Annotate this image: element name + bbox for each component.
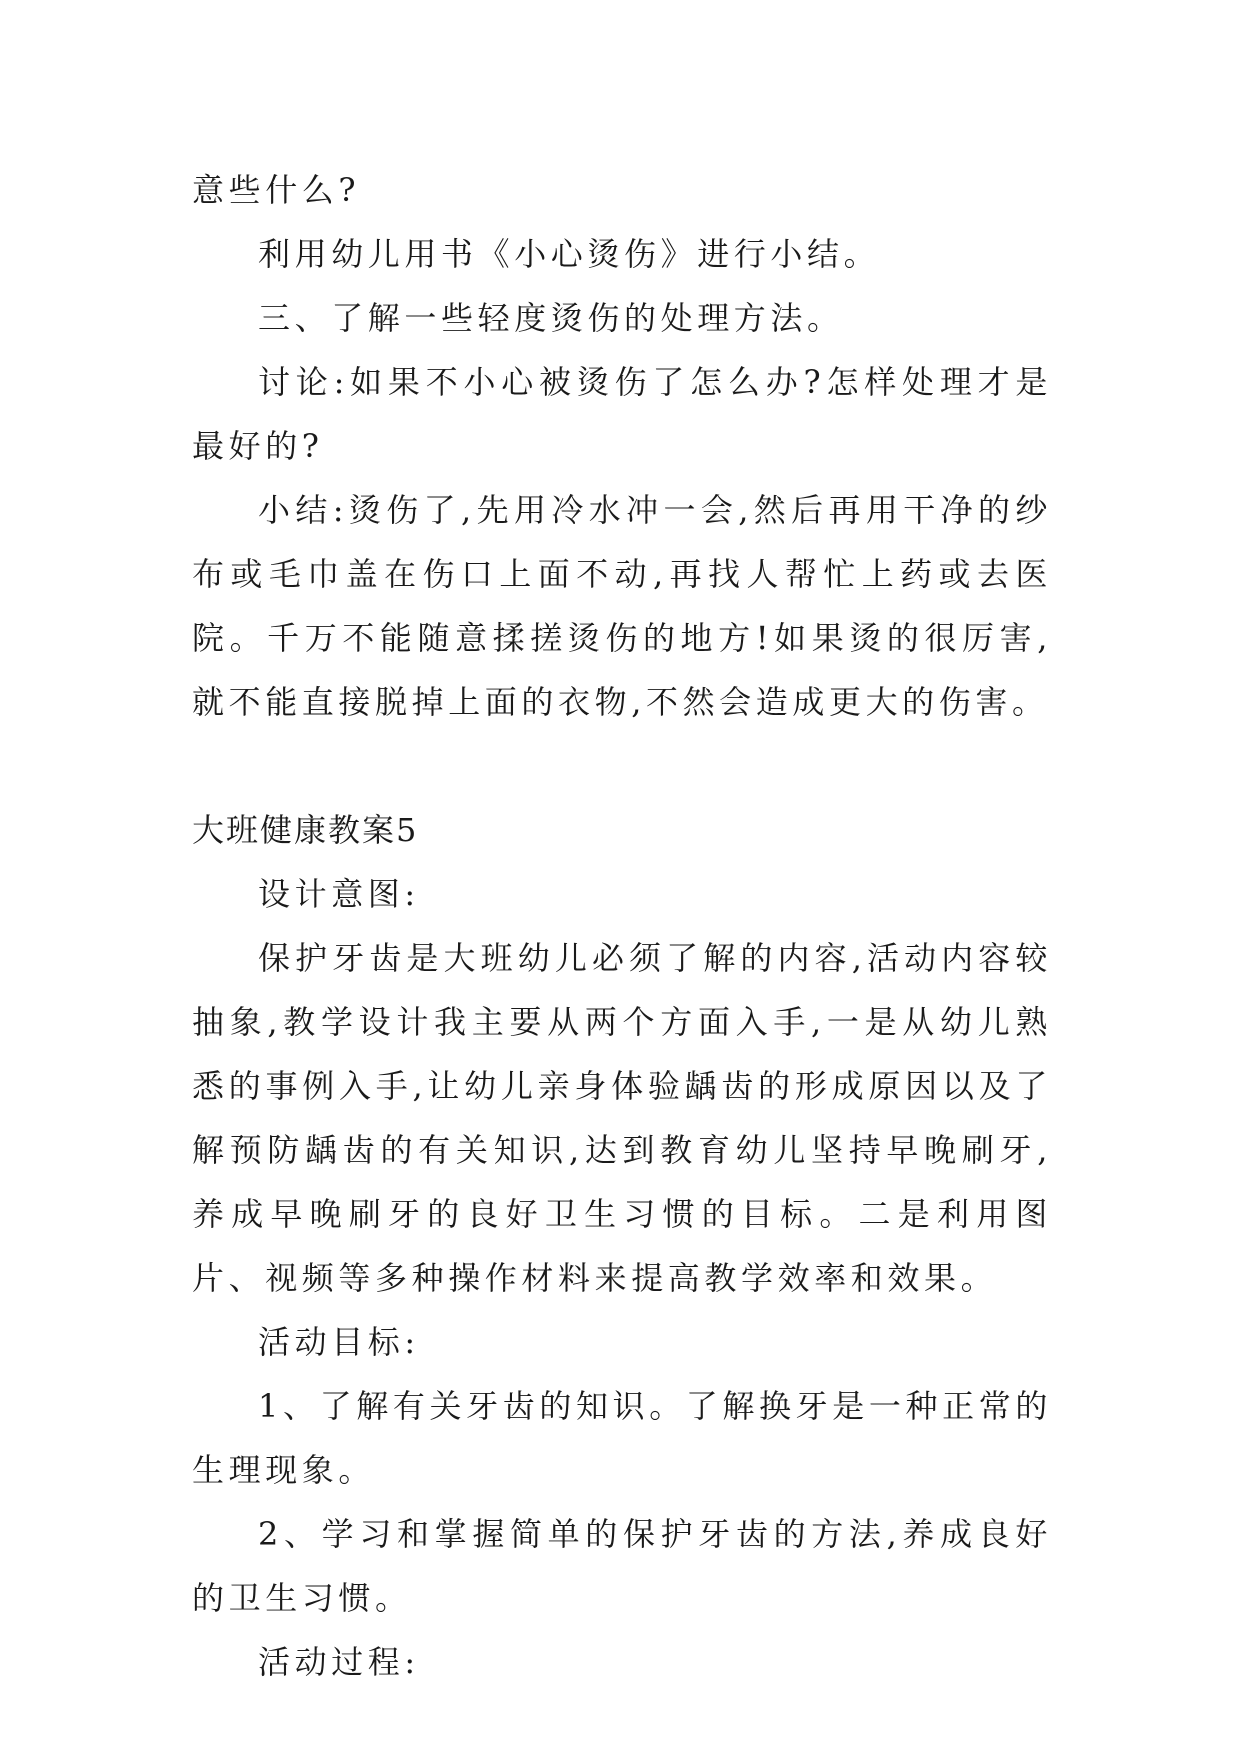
document-page (192, 158, 1052, 1694)
paragraph-summary-book: 利用幼儿用书《小心烫伤》进行小结。 (258, 235, 881, 273)
paragraph-design-body: 保护牙齿是大班幼儿必须了解的内容,活动内容较抽象,教学设计我主要从两个方面入手,一是从幼儿熟悉的事例入手,让幼儿亲身体验龋齿的形成原因以及了解预防龋齿的有关知识,达到教育幼儿坚持早晚刷牙,养成早晚刷牙的良好卫生习惯的目标。二是利用图片、视频等多种操作材料来提高教学效率和效果。 (192, 939, 1052, 1297)
paragraph-continuation: 意些什么? (192, 171, 361, 209)
paragraph-goals-heading: 活动目标: (258, 1323, 420, 1361)
paragraph-summary: 小结:烫伤了,先用冷水冲一会,然后再用干净的纱布或毛巾盖在伤口上面不动,再找人帮忙上药或去医院。千万不能随意揉搓烫伤的地方!如果烫的很厉害,就不能直接脱掉上面的衣物,不然会造成更大的伤害。 (192, 491, 1052, 721)
paragraph-design-heading: 设计意图: (258, 875, 420, 913)
paragraph-goal-1: 1、了解有关牙齿的知识。了解换牙是一种正常的生理现象。 (192, 1387, 1052, 1489)
paragraph-process-heading: 活动过程: (258, 1643, 420, 1681)
section-title: 大班健康教案5 (192, 811, 419, 849)
paragraph-section-three: 三、了解一些轻度烫伤的处理方法。 (258, 299, 844, 337)
paragraph-goal-2: 2、学习和掌握简单的保护牙齿的方法,养成良好的卫生习惯。 (192, 1515, 1052, 1617)
paragraph-discussion: 讨论:如果不小心被烫伤了怎么办?怎样处理才是最好的? (192, 363, 1052, 465)
